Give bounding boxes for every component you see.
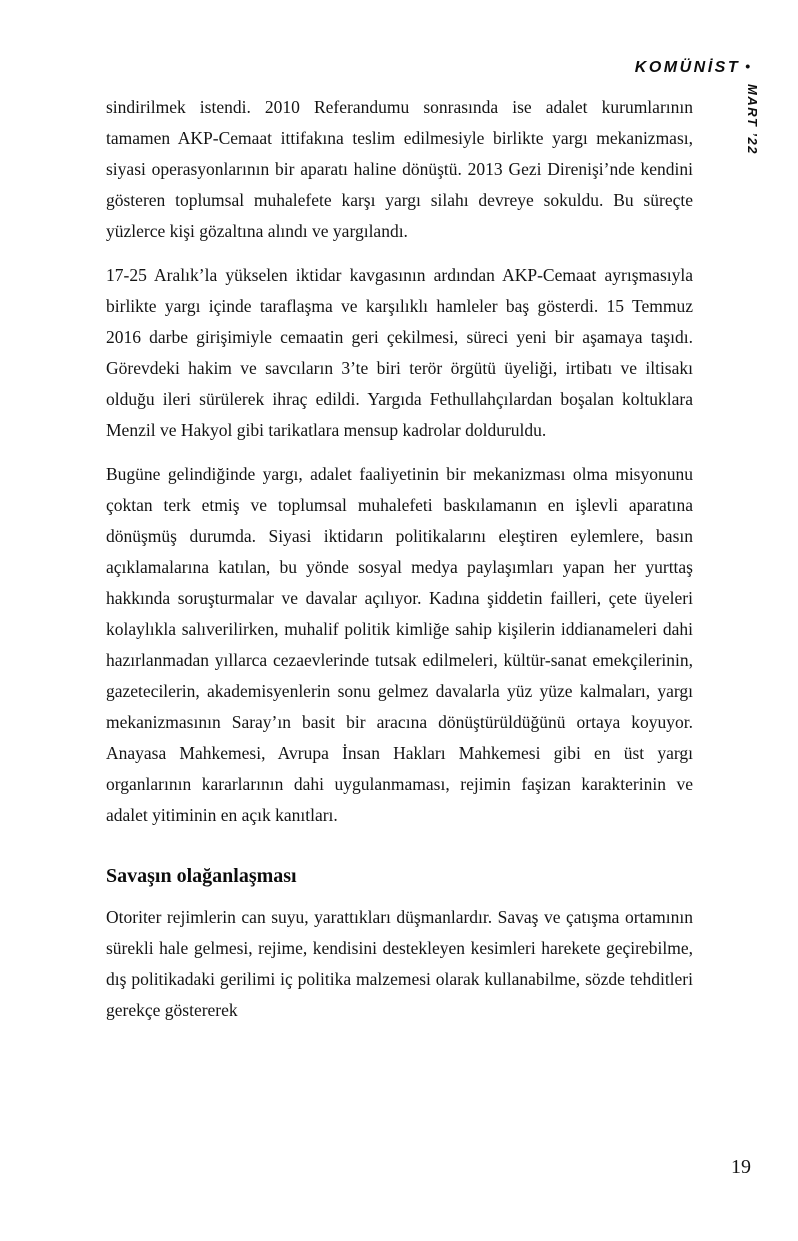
body-paragraph: sindirilmek istendi. 2010 Referandumu sonrasında ise adalet kurumlarının tamamen AKP-Cemaat ittifakına teslim edilmesiyle birlikte yargı mekanizması, siyasi operasyonlarının bir aparatı haline dönüştü. 2013 Gezi Direnişi’nde kendini gösteren toplumsal muhalefete karşı yargı silahı devreye sokuldu. Bu süreçte yüzlerce kişi gözaltına alındı ve yargılandı.	[106, 97, 693, 241]
body-paragraph: Otoriter rejimlerin can suyu, yarattıkları düşmanlardır. Savaş ve çatışma ortamının sürekli hale gelmesi, rejime, kendisini destekleyen kesimleri harekete geçirebilme, dış politikadaki gerilimi iç politika malzemesi olarak kullanabilme, sözde tehditleri gerekçe göstererek	[106, 907, 693, 1020]
body-paragraph: 17-25 Aralık’la yükselen iktidar kavgasının ardından AKP-Cemaat ayrışmasıyla birlikte yargı içinde taraflaşma ve karşılıklı hamleler baş gösterdi. 15 Temmuz 2016 darbe girişimiyle cemaatin geri çekilmesi, süreci yeni bir aşamaya taşıdı. Görevdeki hakim ve savcıların 3’te biri terör örgütü üyeliği, irtibatı ve iltisakı olduğu ileri sürülerek ihraç edildi. Yargıda Fethullahçılardan boşalan koltuklara Menzil ve Hakyol gibi tarikatlara mensup kadrolar dolduruldu.	[106, 265, 693, 440]
page-number: 19	[731, 1156, 751, 1178]
journal-title: KOMÜNİST	[634, 59, 741, 76]
bullet-icon: •	[745, 58, 750, 74]
section-heading: Savaşın olağanlaşması	[106, 865, 297, 887]
journal-masthead	[635, 58, 750, 77]
body-paragraph: Bugüne gelindiğinde yargı, adalet faaliyetinin bir mekanizması olma misyonunu çoktan terk etmiş ve toplumsal muhalefeti baskılamanın en işlevli aparatına dönüşmüş durumda. Siyasi iktidarın politikalarını eleştiren eylemlere, basın açıklamalarına katılan, bu yönde sosyal medya paylaşımları yapan her yurttaş hakkında soruşturmalar ve davalar açılıyor. Kadına şiddetin failleri, çete üyeleri kolaylıkla salıverilirken, muhalif politik kimliğe sahip kişilerin iddianameleri dahi hazırlanmadan yıllarca cezaevlerinde tutsak edilmeleri, kültür-sanat emekçilerinin, gazetecilerin, akademisyenlerin sonu gelmez davalarla yüz yüze kalmaları, yargı mekanizmasının Saray’ın basit bir aracına dönüştürüldüğünü ortaya koyuyor. Anayasa Mahkemesi, Avrupa İnsan Hakları Mahkemesi gibi en üst yargı organlarının kararlarının dahi uygulanmaması, rejimin faşizan karakterinin ve adalet yitiminin en açık kanıtları.	[106, 464, 693, 825]
article-body	[106, 92, 693, 1039]
issue-date-vertical-label: MART ’22	[745, 84, 760, 155]
